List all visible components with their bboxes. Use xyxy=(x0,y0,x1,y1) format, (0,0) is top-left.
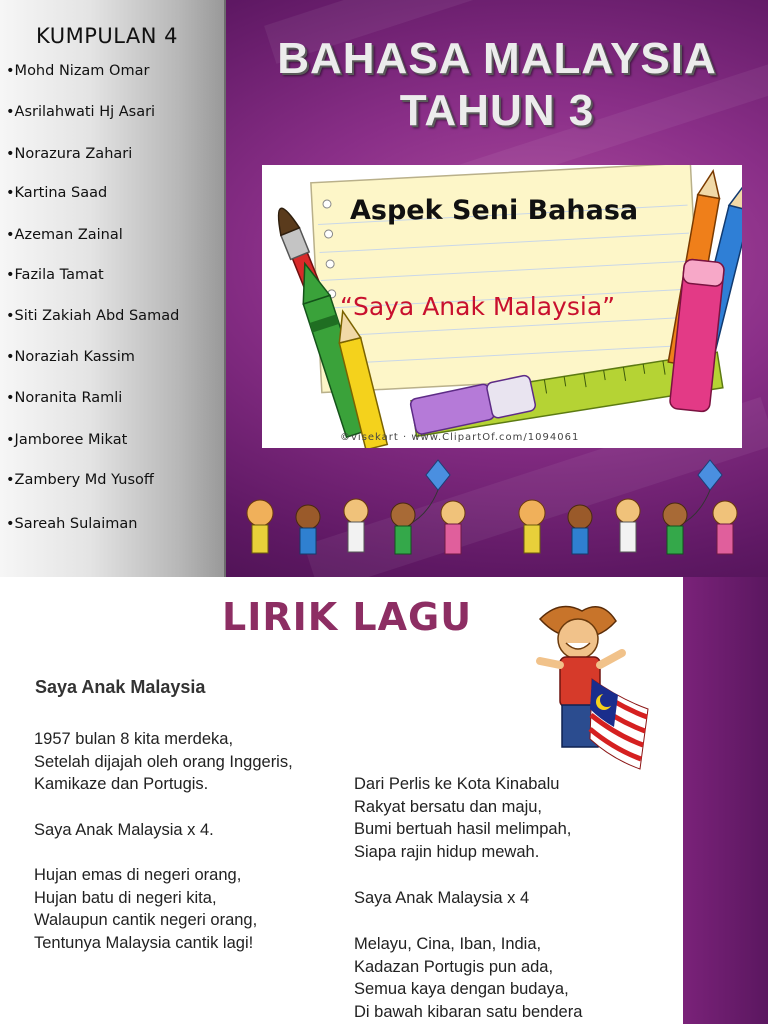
title-line-2: TAHUN 3 xyxy=(399,86,595,135)
song-title: Saya Anak Malaysia xyxy=(35,677,206,697)
lyric-stanza: Hujan emas di negeri orang, Hujan batu di negeri kita, Walaupun cantik negeri orang, Tentunya Malaysia cantik lagi! xyxy=(34,866,258,952)
title-line-1: BAHASA MALAYSIA xyxy=(277,34,717,83)
member-name: •Asrilahwati Hj Asari xyxy=(6,104,156,120)
member-name: •Sareah Sulaiman xyxy=(6,516,138,532)
lyric-stanza: Saya Anak Malaysia x 4. xyxy=(34,821,214,839)
member-name: •Fazila Tamat xyxy=(6,267,104,283)
children-playing-illustration xyxy=(238,455,483,565)
clipart-subheading: “Saya Anak Malaysia” xyxy=(340,292,616,321)
lyrics-heading: LIRIK LAGU xyxy=(222,595,473,639)
lyric-stanza: Dari Perlis ke Kota Kinabalu Rakyat bersatu dan maju, Bumi bertuah hasil melimpah, Siapa rajin hidup mewah. xyxy=(354,775,572,861)
slide-title xyxy=(226,34,768,136)
malaysia-flag-icon xyxy=(590,679,648,769)
member-name: •Kartina Saad xyxy=(6,185,108,201)
member-name: •Norazura Zahari xyxy=(6,146,133,162)
member-name: •Siti Zakiah Abd Samad xyxy=(6,308,180,324)
member-sidebar xyxy=(0,0,226,577)
member-name: •Jamboree Mikat xyxy=(6,432,128,448)
member-name: •Mohd Nizam Omar xyxy=(6,63,150,79)
lyrics-slide xyxy=(0,577,768,1024)
lyric-stanza: 1957 bulan 8 kita merdeka, Setelah dijajah oleh orang Inggeris, Kamikaze dan Portugis. xyxy=(34,730,293,793)
member-name: •Azeman Zainal xyxy=(6,227,123,243)
member-name: •Zambery Md Yusoff xyxy=(6,472,154,488)
member-name: •Noraziah Kassim xyxy=(6,349,135,365)
group-title: KUMPULAN 4 xyxy=(36,24,179,48)
clipart-heading: Aspek Seni Bahasa xyxy=(350,195,639,226)
member-name: •Noranita Ramli xyxy=(6,390,123,406)
children-playing-illustration xyxy=(510,455,755,565)
lyric-stanza: Saya Anak Malaysia x 4 xyxy=(354,889,530,907)
lyric-stanza: Melayu, Cina, Iban, India, Kadazan Portugis pun ada, Semua kaya dengan budaya, Di bawah kibaran satu bendera xyxy=(354,935,583,1021)
boy-with-flag-illustration xyxy=(520,599,650,774)
purple-side-band xyxy=(683,577,768,1024)
clipart-credit: ©visekart · www.ClipartOf.com/1094061 xyxy=(340,432,580,443)
